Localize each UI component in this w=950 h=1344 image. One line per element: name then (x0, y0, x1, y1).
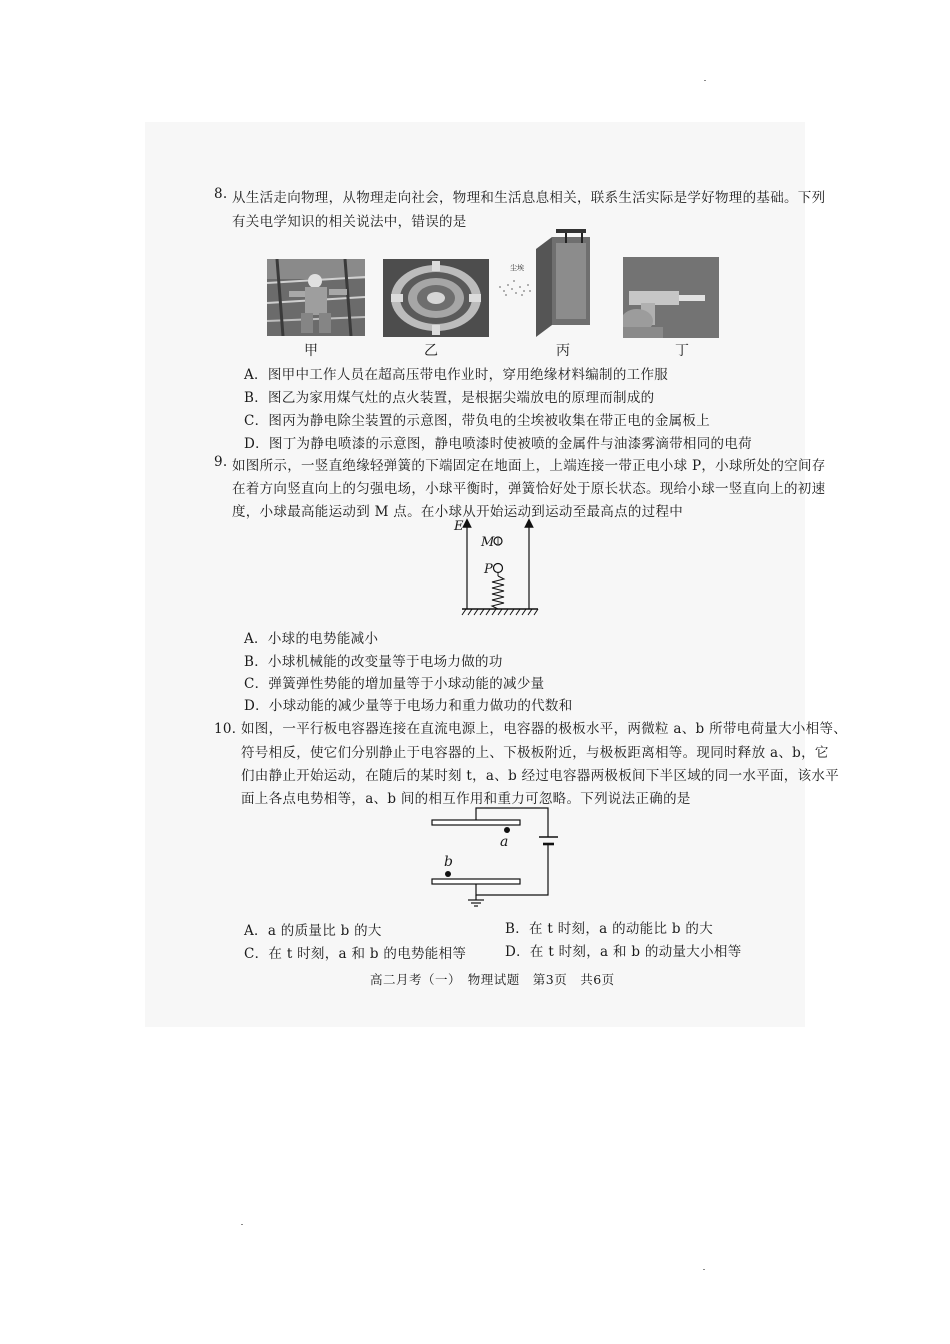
q10-number: 10． (214, 721, 246, 737)
q10-option-d: D．在 t 时刻，a 和 b 的动量大小相等 (505, 944, 742, 960)
point-label-p: P (484, 562, 493, 577)
q10-stem-line2: 符号相反，使它们分别静止于电容器的上、下极板附近，与极板距离相等。现同时释放 a、b，它 (241, 745, 829, 761)
scan-speck (703, 1269, 705, 1270)
q10-stem-line3: 们由静止开始运动，在随后的某时刻 t，a、b 经过电容器两极板间下半区域的同一水平面，该水平 (241, 768, 839, 784)
q10-stem-line1: 如图，一平行板电容器连接在直流电源上，电容器的极板水平，两微粒 a、b 所带电荷量大小相等、 (241, 721, 848, 737)
label-ding: 丁 (675, 343, 689, 359)
photo-yi-gas-stove (383, 259, 489, 337)
q9-stem-line3: 度，小球最高能运动到 M 点。在小球从开始运动到运动至最高点的过程中 (232, 504, 684, 520)
particle-label-b: b (444, 854, 453, 870)
q8-option-d: D．图丁为静电喷漆的示意图，静电喷漆时使被喷的金属件与油漆雾滴带相同的电荷 (244, 436, 752, 452)
label-bing: 丙 (556, 343, 570, 359)
diagram-bing-precipitator (494, 229, 604, 341)
q9-option-c: C．弹簧弹性势能的增加量等于小球动能的减少量 (244, 676, 545, 692)
q8-option-c: C．图丙为静电除尘装置的示意图，带负电的尘埃被收集在带正电的金属板上 (244, 413, 711, 429)
q10-option-a: A．a 的质量比 b 的大 (244, 923, 382, 939)
point-label-m: M (481, 535, 495, 550)
page-footer: 高二月考（一） 物理试题 第3页 共6页 (370, 972, 615, 987)
q8-option-a: A．图甲中工作人员在超高压带电作业时，穿用绝缘材料编制的工作服 (244, 367, 669, 383)
photo-jia-lineworker (267, 259, 365, 336)
label-jia: 甲 (304, 343, 318, 359)
q8-option-b: B．图乙为家用煤气灶的点火装置，是根据尖端放电的原理而制成的 (244, 390, 655, 406)
q8-number: 8. (214, 186, 228, 202)
field-label-e: E (454, 519, 464, 534)
q8-stem-line2: 有关电学知识的相关说法中，错误的是 (232, 214, 467, 230)
q10-stem-line4: 面上各点电势相等，a、b 间的相互作用和重力可忽略。下列说法正确的是 (241, 791, 691, 807)
q8-stem-line1: 从生活走向物理，从物理走向社会，物理和生活息息相关，联系生活实际是学好物理的基础。下列 (232, 190, 826, 206)
q10-option-b: B．在 t 时刻，a 的动能比 b 的大 (505, 921, 713, 937)
dust-label: 尘埃 (510, 264, 524, 272)
q9-option-b: B．小球机械能的改变量等于电场力做的功 (244, 654, 503, 670)
q10-option-c: C．在 t 时刻，a 和 b 的电势能相等 (244, 946, 467, 962)
q9-option-a: A．小球的电势能减小 (244, 631, 379, 647)
label-yi: 乙 (424, 343, 438, 359)
q9-option-d: D．小球动能的减少量等于电场力和重力做功的代数和 (244, 698, 573, 714)
q9-stem-line2: 在着方向竖直向上的匀强电场，小球平衡时，弹簧恰好处于原长状态。现给小球一竖直向上的初速 (232, 481, 826, 497)
q9-number: 9. (214, 454, 228, 470)
particle-label-a: a (500, 834, 509, 850)
scan-speck (704, 80, 706, 81)
scan-speck (241, 1224, 243, 1225)
q9-stem-line1: 如图所示，一竖直绝缘轻弹簧的下端固定在地面上，上端连接一带正电小球 P，小球所处的空间存 (232, 458, 826, 474)
photo-ding-spray-gun (623, 257, 719, 338)
